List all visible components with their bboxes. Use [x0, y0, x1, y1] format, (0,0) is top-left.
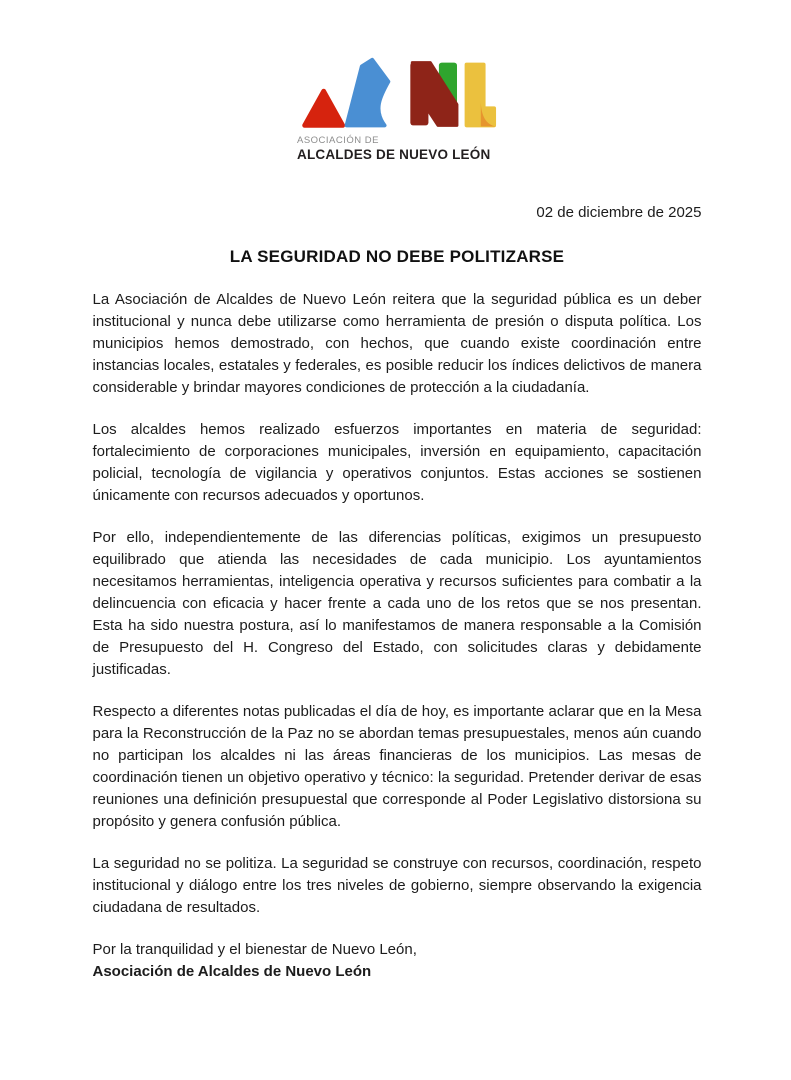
document-title: LA SEGURIDAD NO DEBE POLITIZARSE	[229, 247, 565, 266]
signature-org: Asociación de Alcaldes de Nuevo León	[92, 963, 372, 980]
paragraph-3: Por ello, independientemente de las diferencias políticas, exigimos un presupuesto equilibrado que atienda las necesidades de cada municipio. Los ayuntamientos necesitamos herramientas, inteligencia operativa y recursos suficientes para combatir a la delincuencia con eficacia y hacer frente a cada uno de los retos que se nos presentan. Esta ha sido nuestra postura, así lo manifestamos de manera responsable a la Comisión de Presupuesto del H. Congreso del Estado, con solicitudes claras y debidamente justificadas.	[92, 529, 702, 678]
paragraph-1: La Asociación de Alcaldes de Nuevo León reitera que la seguridad pública es un deber institucional y nunca debe utilizarse como herramienta de presión o disputa política. Los municipios hemos demostrado, con hechos, que cuando existe coordinación entre instancias locales, estatales y federales, es posible reducir los índices delictivos de manera considerable y brindar mayores condiciones de protección a la ciudadanía.	[92, 291, 702, 396]
org-name: ALCALDES DE NUEVO LEÓN	[297, 147, 491, 162]
document-body	[93, 289, 702, 919]
closing-line: Por la tranquilidad y el bienestar de Nuevo León,	[92, 941, 417, 958]
org-logo	[297, 56, 497, 162]
paragraph-2: Los alcaldes hemos realizado esfuerzos importantes en materia de seguridad: fortalecimiento de corporaciones municipales, inversión en equipamiento, capacitación policial, tecnología de vigilancia y operativos conjuntos. Estas acciones se sostienen únicamente con recursos adecuados y oportunos.	[92, 421, 702, 504]
logo-red-triangle-icon	[305, 91, 343, 125]
logo-l-icon	[467, 64, 495, 125]
org-subtitle: ASOCIACIÓN DE	[297, 135, 379, 146]
closing-block	[93, 939, 702, 983]
paragraph-5: La seguridad no se politiza. La seguridad se construye con recursos, coordinación, respeto institucional y diálogo entre los tres niveles de gobierno, siempre observando la exigencia ciudadana de resultados.	[92, 855, 702, 916]
document-page	[90, 56, 702, 983]
paragraph-4: Respecto a diferentes notas publicadas el día de hoy, es importante aclarar que en la Mesa para la Reconstrucción de la Paz no se abordan temas presupuestales, menos aún cuando no participan los alcaldes ni las áreas financieras de los municipios. Las mesas de coordinación tienen un objetivo operativo y técnico: la seguridad. Pretender derivar de esas reuniones una definición presupuestal que corresponde al Poder Legislativo distorsiona su propósito y genera confusión pública.	[92, 703, 702, 830]
anl-logo-icon	[297, 56, 497, 132]
document-date: 02 de diciembre de 2025	[536, 204, 702, 221]
